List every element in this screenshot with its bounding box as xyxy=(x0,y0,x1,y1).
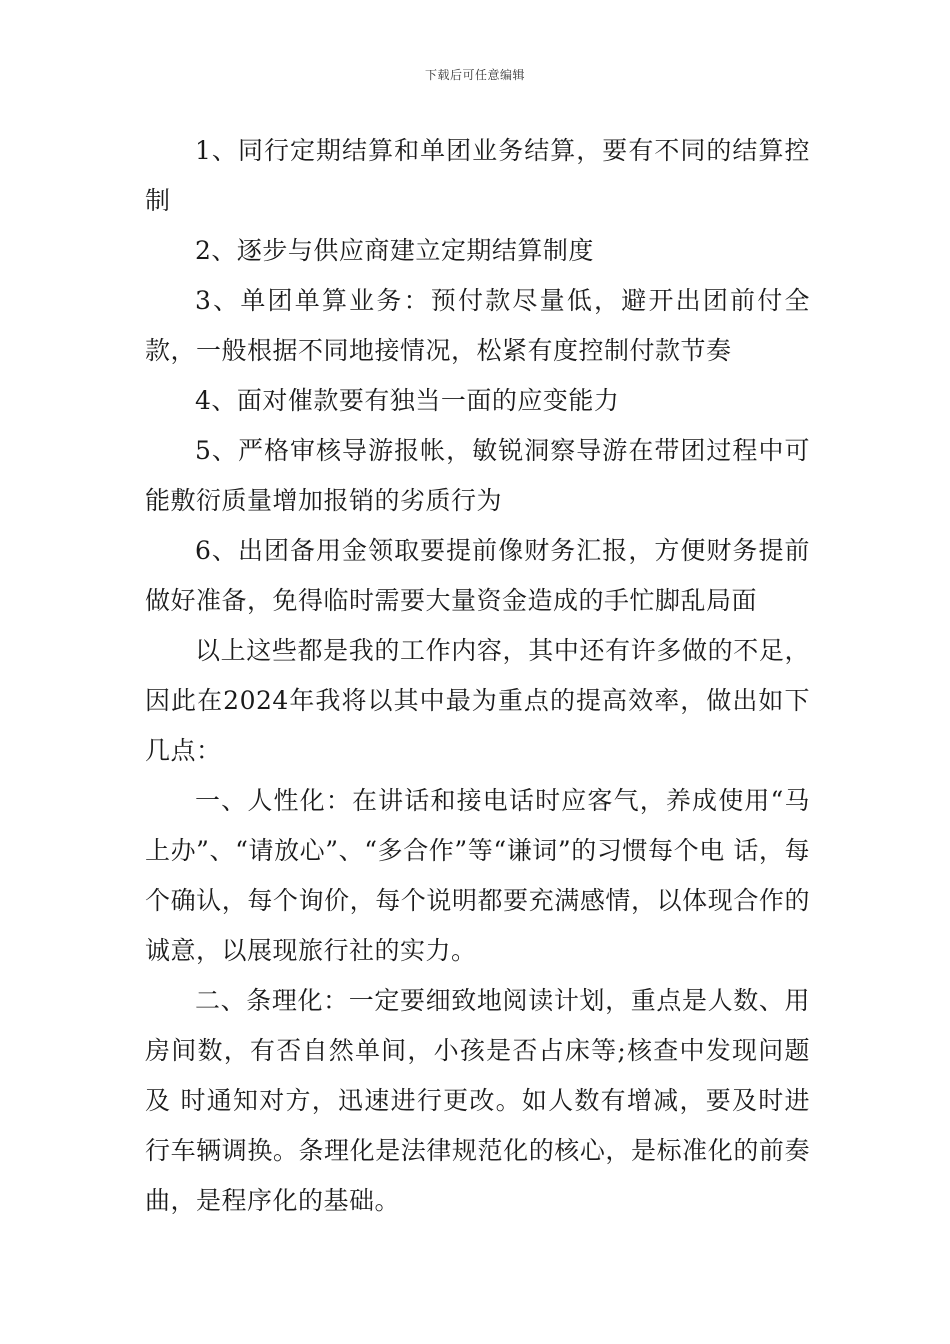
paragraph-item-6: 6、出团备用金领取要提前像财务汇报，方便财务提前做好准备，免得临时需要大量资金造成的手忙脚乱局面 xyxy=(145,536,810,615)
paragraph-summary: 以上这些都是我的工作内容，其中还有许多做的不足，因此在2024年我将以其中最为重点的提高效率，做出如下几点： xyxy=(145,636,810,765)
paragraph-item-5: 5、严格审核导游报帐，敏锐洞察导游在带团过程中可能敷衍质量增加报销的劣质行为 xyxy=(145,436,810,515)
page-header: 下载后可任意编辑 xyxy=(424,68,525,82)
document-body xyxy=(145,126,810,1226)
paragraph-item-4: 4、面对催款要有独当一面的应变能力 xyxy=(195,386,620,415)
paragraph-item-3: 3、单团单算业务：预付款尽量低，避开出团前付全款，一般根据不同地接情况，松紧有度控制付款节奏 xyxy=(145,286,810,365)
paragraph-item-1: 1、同行定期结算和单团业务结算，要有不同的结算控制 xyxy=(145,136,810,215)
paragraph-item-2: 2、逐步与供应商建立定期结算制度 xyxy=(195,236,594,265)
paragraph-organize: 二、条理化：一定要细致地阅读计划，重点是人数、用房间数，有否自然单间，小孩是否占床等;核查中发现问题及 时通知对方，迅速进行更改。如人数有增减，要及时进行车辆调换。条理化是法律规范化的核心，是标准化的前奏曲，是程序化的基础。 xyxy=(145,986,810,1215)
paragraph-humanize: 一、人性化：在讲话和接电话时应客气，养成使用“马上办”、“请放心”、“多合作”等“谦词”的习惯每个电 话，每个确认，每个询价，每个说明都要充满感情，以体现合作的诚意，以展现旅行社的实力。 xyxy=(145,786,810,965)
